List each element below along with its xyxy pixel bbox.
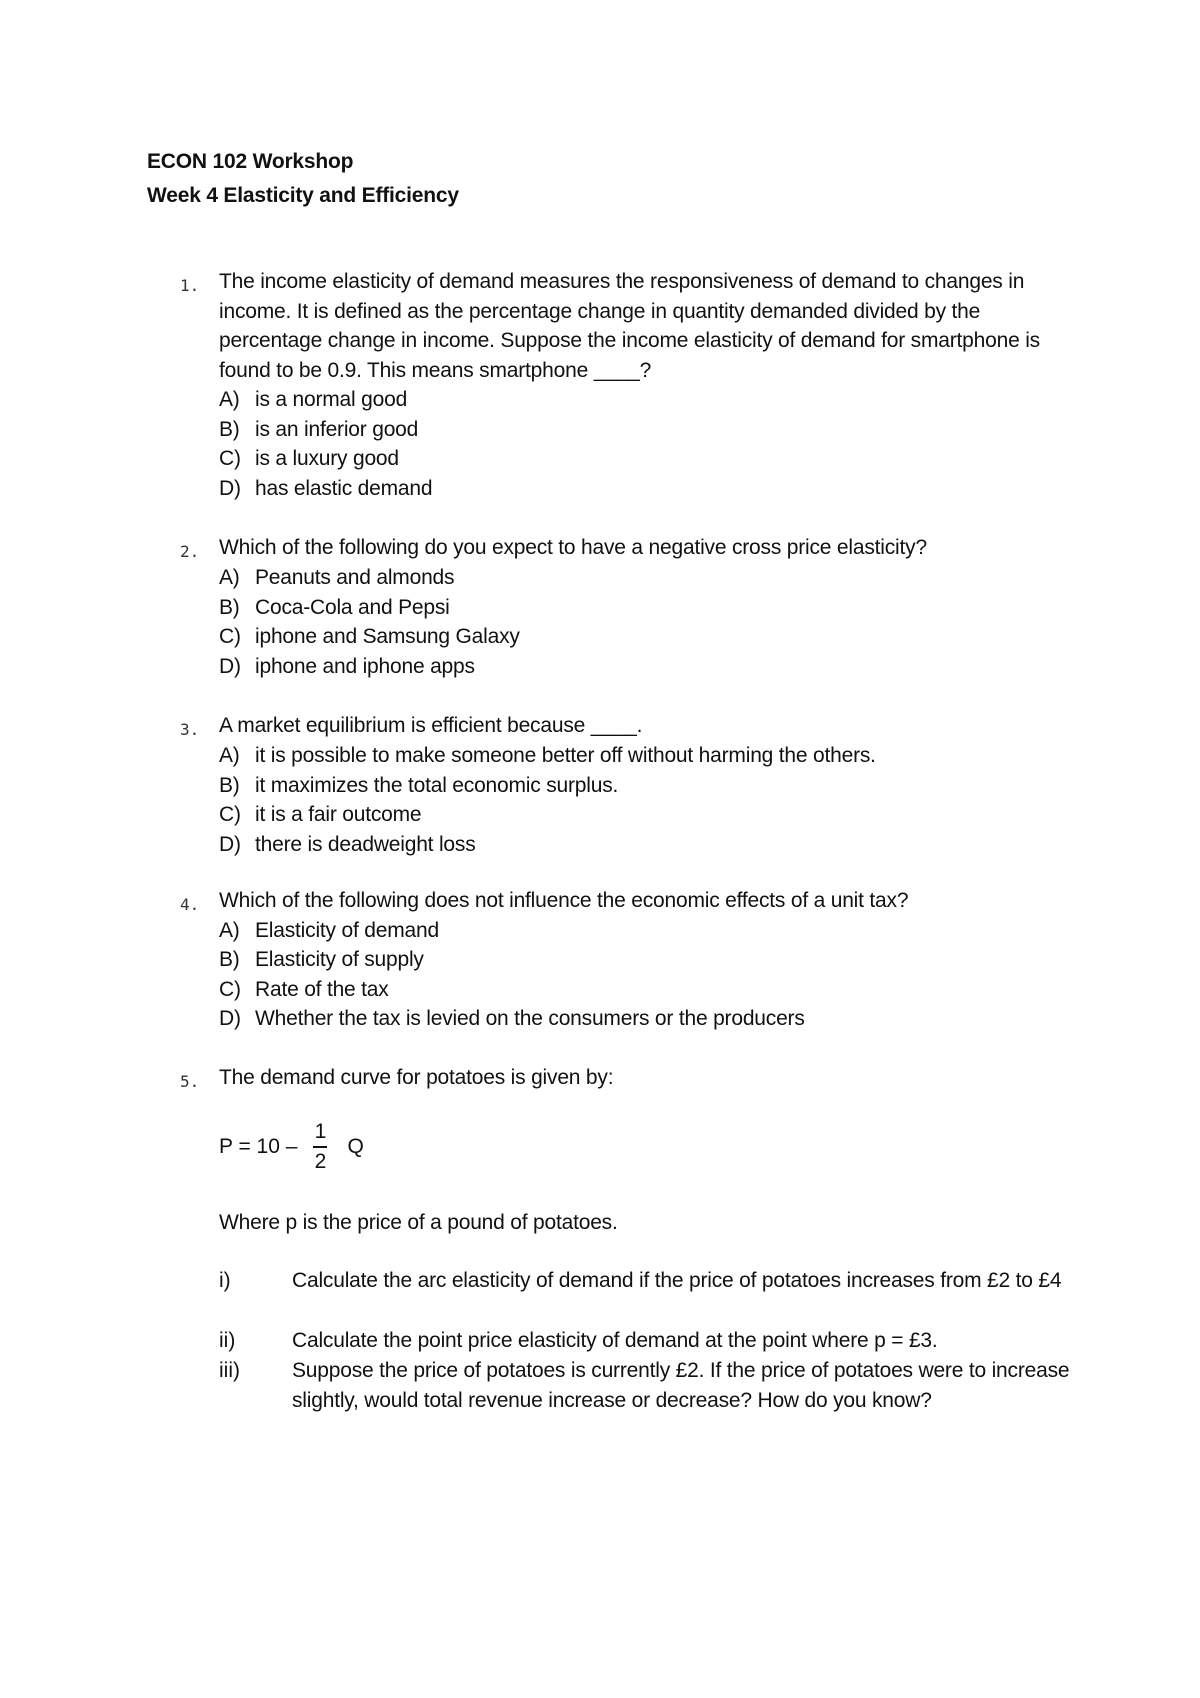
option-text: has elastic demand: [255, 477, 433, 500]
option-item: [219, 916, 439, 946]
option-letter: D): [219, 655, 241, 678]
question-text: A market equilibrium is efficient because ____.: [219, 714, 643, 737]
option-item: [219, 385, 407, 415]
option-letter: A): [219, 566, 240, 589]
option-item: [219, 800, 421, 830]
option-item: [219, 652, 475, 682]
option-letter: C): [219, 803, 241, 826]
option-item: [219, 830, 476, 860]
equation-note: Where p is the price of a pound of potatoes.: [219, 1211, 618, 1234]
option-item: [219, 975, 389, 1005]
option-letter: D): [219, 1007, 241, 1030]
option-text: it is a fair outcome: [255, 803, 422, 826]
option-text: there is deadweight loss: [255, 833, 476, 856]
option-item: [219, 474, 432, 504]
week-title: Week 4 Elasticity and Efficiency: [147, 184, 459, 207]
option-item: [219, 771, 618, 801]
question-number: 1.: [180, 276, 200, 295]
option-item: [219, 945, 424, 975]
option-letter: D): [219, 833, 241, 856]
part-text: Calculate the arc elasticity of demand if the price of potatoes increases from £2 to £4: [292, 1269, 1062, 1292]
question-number: 5.: [180, 1072, 200, 1091]
option-letter: A): [219, 388, 240, 411]
option-text: it maximizes the total economic surplus.: [255, 774, 619, 797]
option-item: [219, 563, 454, 593]
option-text: iphone and iphone apps: [255, 655, 475, 678]
option-item: [219, 593, 450, 623]
demand-equation: [219, 1121, 364, 1173]
course-title: ECON 102 Workshop: [147, 150, 354, 173]
option-letter: B): [219, 774, 240, 797]
option-text: Whether the tax is levied on the consumers or the producers: [255, 1007, 805, 1030]
option-text: is a luxury good: [255, 447, 399, 470]
option-letter: A): [219, 919, 240, 942]
option-letter: A): [219, 744, 240, 767]
option-letter: B): [219, 596, 240, 619]
part-label: ii): [219, 1329, 236, 1352]
option-text: iphone and Samsung Galaxy: [255, 625, 520, 648]
option-text: it is possible to make someone better off without harming the others.: [255, 744, 876, 767]
option-text: is an inferior good: [255, 418, 419, 441]
question-number: 4.: [180, 895, 200, 914]
option-item: [219, 622, 520, 652]
option-letter: B): [219, 418, 240, 441]
option-item: [219, 415, 418, 445]
option-text: Rate of the tax: [255, 978, 389, 1001]
fraction-bar: [313, 1146, 327, 1148]
option-letter: C): [219, 447, 241, 470]
option-letter: D): [219, 477, 241, 500]
option-text: Peanuts and almonds: [255, 566, 455, 589]
option-letter: C): [219, 978, 241, 1001]
part-label: iii): [219, 1359, 240, 1382]
option-text: Elasticity of supply: [255, 948, 424, 971]
fraction-denominator: 2: [314, 1149, 327, 1173]
fraction-numerator: 1: [314, 1120, 327, 1143]
part-text: Calculate the point price elasticity of demand at the point where p = £3.: [292, 1329, 938, 1352]
option-text: Coca-Cola and Pepsi: [255, 596, 450, 619]
question-text: Which of the following does not influence the economic effects of a unit tax?: [219, 889, 909, 912]
part-label: i): [219, 1269, 231, 1292]
question-text: Which of the following do you expect to have a negative cross price elasticity?: [219, 536, 927, 559]
option-item: [219, 741, 876, 771]
option-item: [219, 444, 399, 474]
option-letter: B): [219, 948, 240, 971]
option-letter: C): [219, 625, 241, 648]
option-item: [219, 1004, 805, 1034]
question-number: 3.: [180, 720, 200, 739]
option-text: is a normal good: [255, 388, 408, 411]
question-text: The income elasticity of demand measures the responsiveness of demand to changes in income. It is defined as the percentage change in quantity demanded divided by the percentage change in income. Suppose the income elasticity of demand for smartphone is found to be 0.9. This means smartphone ____?: [219, 270, 1040, 382]
question-number: 2.: [180, 542, 200, 561]
option-text: Elasticity of demand: [255, 919, 439, 942]
equation-variable: Q: [347, 1134, 364, 1158]
question-text: The demand curve for potatoes is given by:: [219, 1066, 614, 1089]
part-text: Suppose the price of potatoes is currently £2. If the price of potatoes were to increase slightly, would total revenue increase or decrease? How do you know?: [292, 1359, 1070, 1412]
equation-fraction: [313, 1121, 327, 1173]
equation-lhs: P = 10 –: [219, 1134, 298, 1158]
